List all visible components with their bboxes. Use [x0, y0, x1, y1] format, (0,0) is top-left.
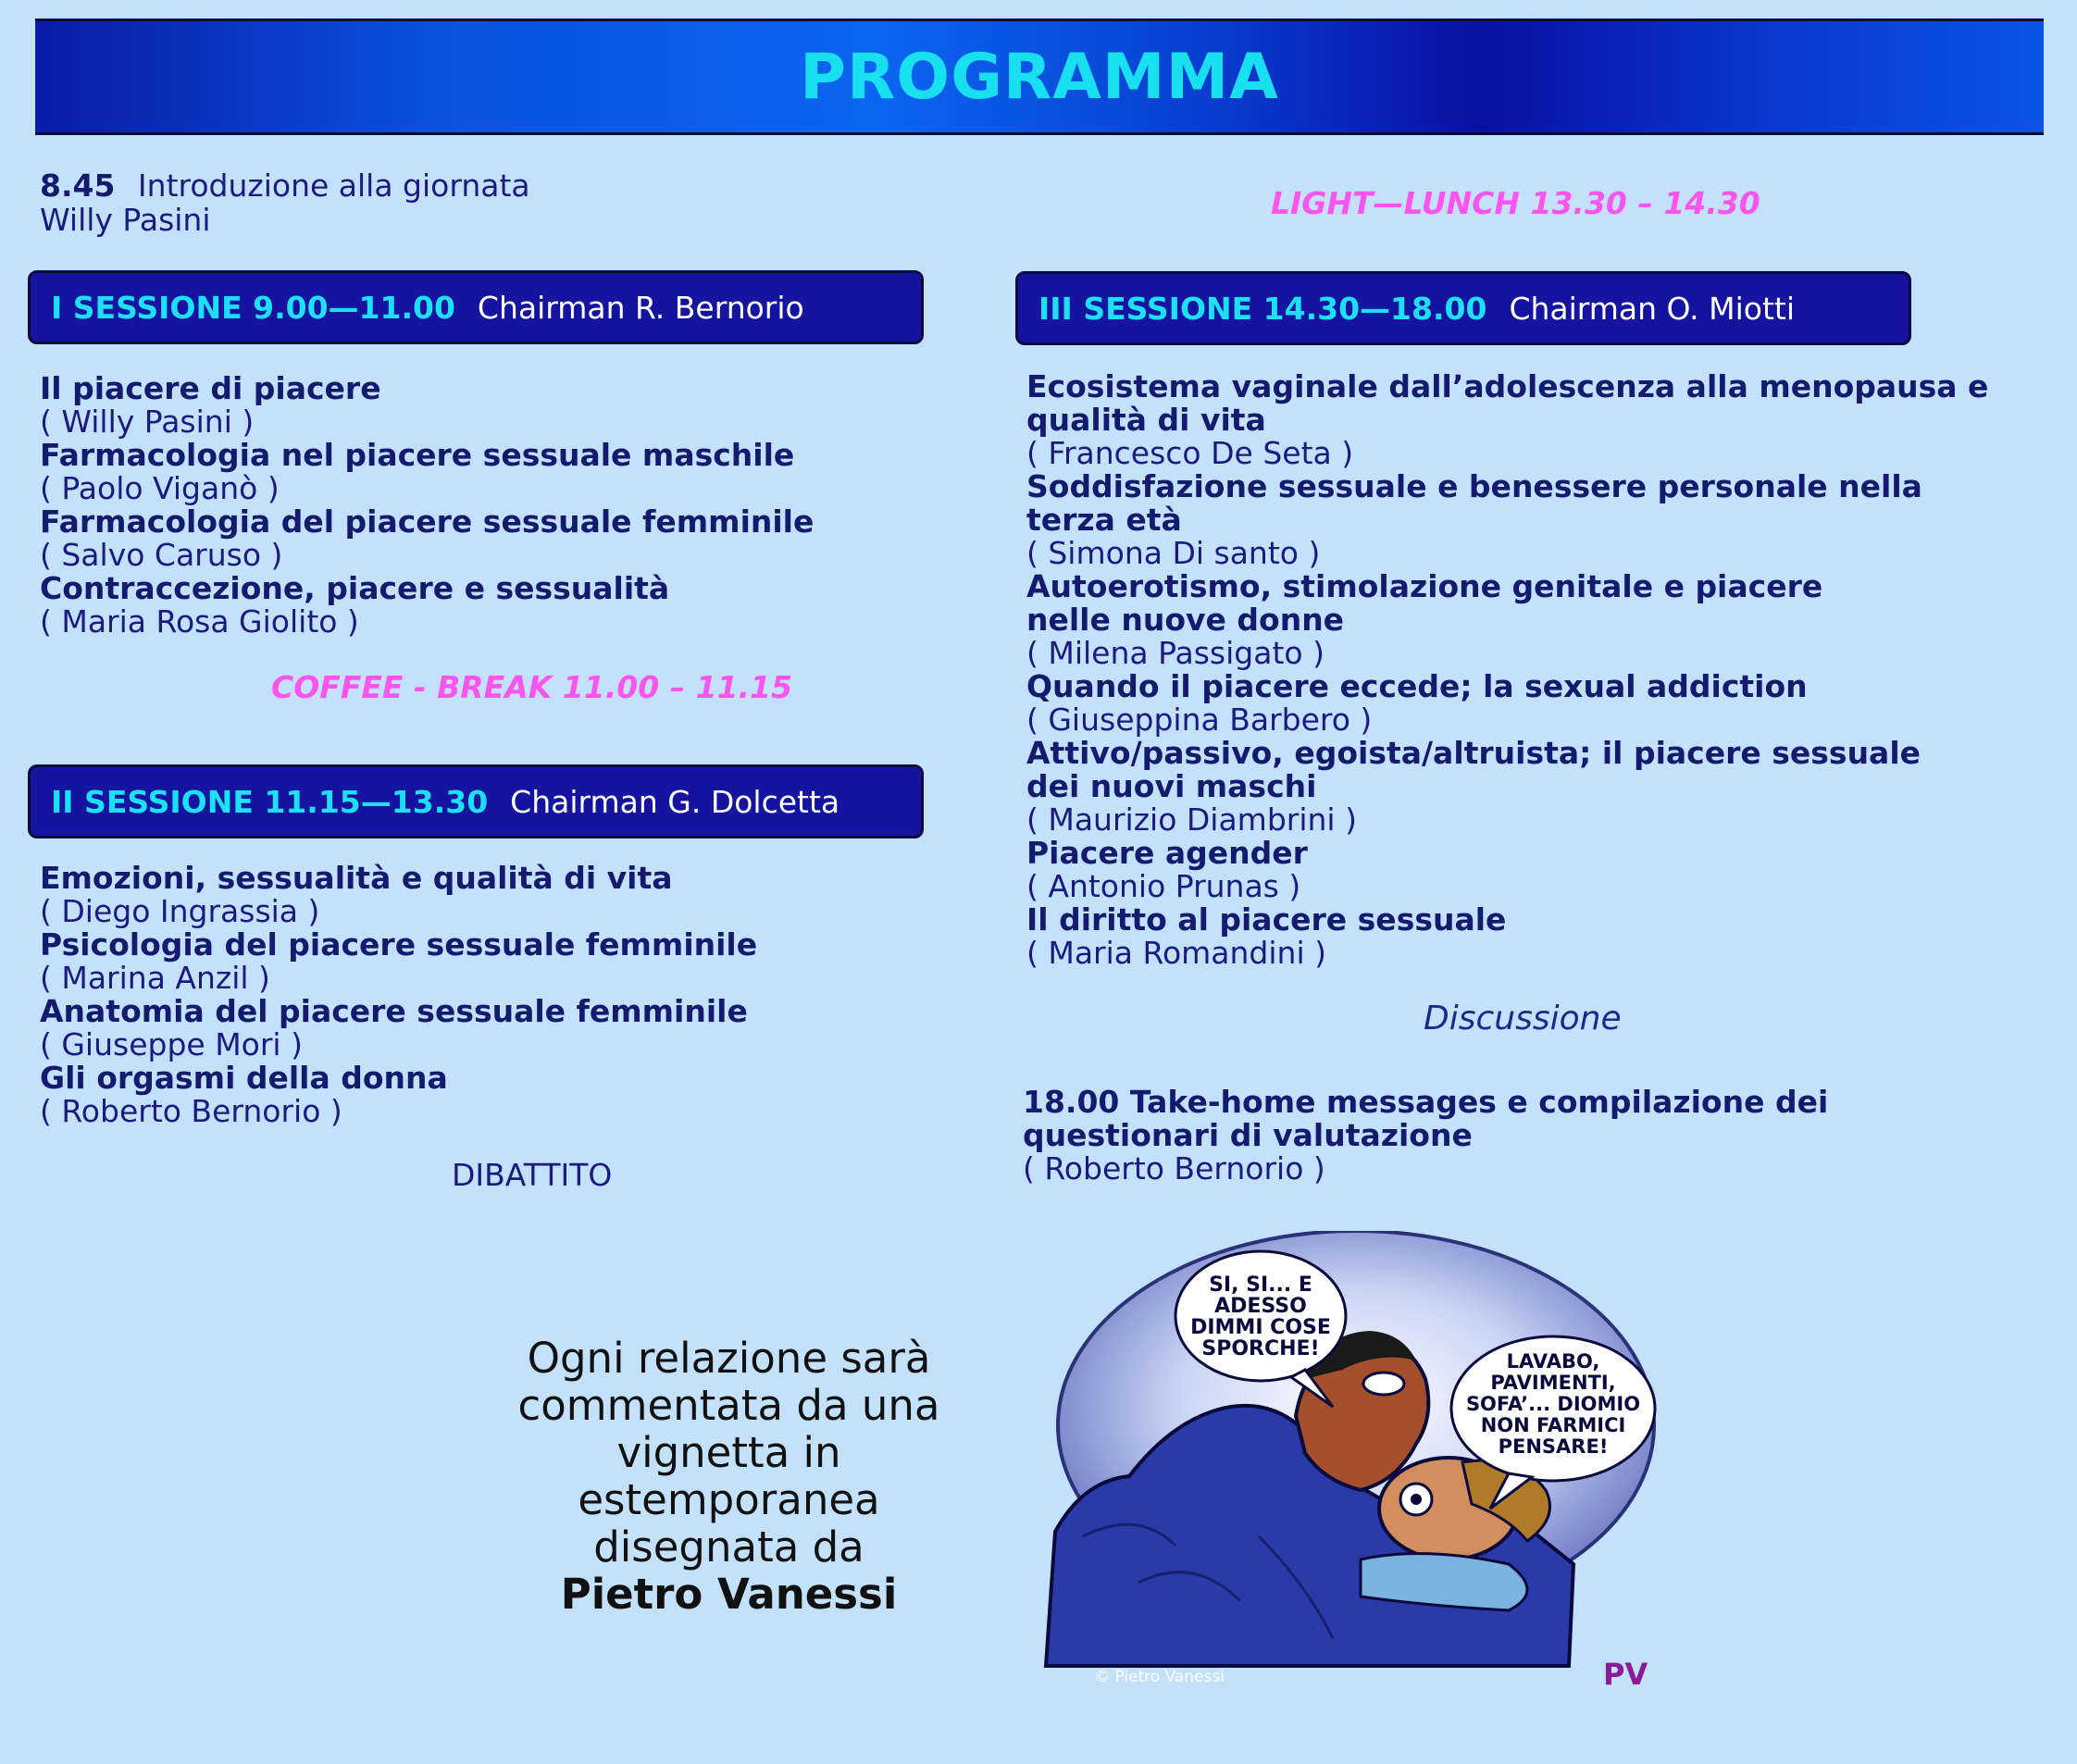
discussione-label: Discussione [1424, 1000, 1622, 1037]
talk-title: terza età [1026, 502, 1182, 538]
bubble-right-line: SOFA’... DIOMIO [1465, 1393, 1641, 1415]
session-1-chair: Chairman R. Bernorio [477, 289, 804, 326]
bubble-left-line: SPORCHE! [1201, 1337, 1320, 1360]
bubble-right-line: NON FARMICI [1480, 1414, 1626, 1436]
session-1-name: I SESSIONE 9.00—11.00 [51, 289, 455, 326]
note-author: Pietro Vanessi [560, 1570, 898, 1619]
talk-title: Gli orgasmi della donna [40, 1060, 448, 1096]
cartoon-drawing [1027, 1231, 1675, 1712]
talk-title: Ecosistema vaginale dall’adolescenza alla menopausa e [1026, 368, 1989, 404]
note-line: estemporanea [578, 1475, 880, 1524]
note-line: Ogni relazione sarà [527, 1334, 931, 1383]
talk-speaker: ( Paolo Viganò ) [40, 470, 280, 506]
talk-title: Autoerotismo, stimolazione genitale e piacere [1026, 568, 1823, 604]
take-home-speaker: ( Roberto Bernorio ) [1023, 1150, 1325, 1186]
talk-title: Anatomia del piacere sessuale femminile [40, 993, 748, 1029]
take-home-title: questionari di valutazione [1023, 1117, 1473, 1153]
talk-speaker: ( Francesco De Seta ) [1026, 435, 1354, 471]
session-2-header [28, 764, 924, 839]
bubble-left-line: DIMMI COSE [1190, 1316, 1331, 1339]
session-2-chair: Chairman G. Dolcetta [510, 783, 840, 820]
talk-speaker: ( Giuseppe Mori ) [40, 1026, 303, 1062]
talk-title: Quando il piacere eccede; la sexual addiction [1026, 668, 1808, 704]
vignette-note [463, 1335, 995, 1618]
take-home-title: 18.00 Take-home messages e compilazione dei [1023, 1084, 1829, 1120]
talk-speaker: ( Milena Passigato ) [1026, 635, 1325, 671]
talk-speaker: ( Willy Pasini ) [40, 404, 255, 440]
note-line: commentata da una [517, 1381, 940, 1430]
talk-speaker: ( Maria Rosa Giolito ) [40, 603, 359, 640]
session-3-header [1015, 271, 1911, 345]
coffee-break-label: COFFEE - BREAK 11.00 – 11.15 [271, 669, 793, 705]
talk-title: Farmacologia nel piacere sessuale maschile [40, 437, 795, 473]
talk-title: Psicologia del piacere sessuale femminile [40, 926, 758, 963]
talk-title: Il piacere di piacere [40, 370, 381, 406]
talk-title: Il diritto al piacere sessuale [1026, 901, 1507, 938]
take-home-block [1023, 1086, 1828, 1186]
bubble-right-line: LAVABO, [1506, 1350, 1600, 1373]
note-line: disegnata da [593, 1522, 864, 1571]
cartoon-illustration [1027, 1231, 1675, 1712]
talk-title: Farmacologia del piacere sessuale femminile [40, 503, 815, 540]
talk-speaker: ( Antonio Prunas ) [1026, 868, 1301, 904]
talk-speaker: ( Diego Ingrassia ) [40, 893, 320, 929]
session-3-talks [1026, 370, 1988, 970]
title-banner [35, 19, 2044, 135]
dibattito-label: DIBATTITO [452, 1157, 613, 1193]
talk-speaker: ( Marina Anzil ) [40, 960, 270, 996]
cartoon-copyright: © Pietro Vanessi [1094, 1668, 1225, 1686]
talk-title: Soddisfazione sessuale e benessere personale nella [1026, 468, 1922, 504]
talk-speaker: ( Maria Romandini ) [1026, 935, 1326, 971]
intro-line [40, 169, 530, 203]
session-3-name: III SESSIONE 14.30—18.00 [1038, 290, 1487, 327]
talk-speaker: ( Simona Di santo ) [1026, 535, 1321, 571]
talk-title: Piacere agender [1026, 835, 1308, 871]
light-lunch-label: LIGHT—LUNCH 13.30 – 14.30 [1271, 185, 1760, 221]
talk-title: dei nuovi maschi [1026, 768, 1317, 804]
talk-speaker: ( Giuseppina Barbero ) [1026, 702, 1373, 738]
session-3-chair: Chairman O. Miotti [1509, 290, 1796, 327]
talk-title: Emozioni, sessualità e qualità di vita [40, 860, 673, 896]
session-2-talks [40, 862, 757, 1128]
talk-title: Contraccezione, piacere e sessualità [40, 570, 670, 606]
talk-title: Attivo/passivo, egoista/altruista; il piacere sessuale [1026, 735, 1922, 771]
talk-speaker: ( Roberto Bernorio ) [40, 1093, 342, 1129]
talk-title: qualità di vita [1026, 402, 1266, 438]
bubble-right-line: PENSARE! [1498, 1435, 1609, 1458]
note-line: vignetta in [616, 1428, 841, 1477]
talk-title: nelle nuove donne [1026, 602, 1345, 638]
intro-label: Introduzione alla giornata [137, 168, 530, 204]
bubble-left-line: ADESSO [1214, 1295, 1307, 1318]
intro-time: 8.45 [40, 168, 116, 204]
session-2-name: II SESSIONE 11.15—13.30 [51, 783, 489, 820]
session-1-header [28, 270, 924, 344]
page-title: PROGRAMMA [800, 40, 1279, 114]
bubble-right-line: PAVIMENTI, [1490, 1372, 1616, 1394]
intro-speaker: Willy Pasini [40, 202, 211, 238]
cartoon-signature: PV [1603, 1657, 1648, 1692]
talk-speaker: ( Salvo Caruso ) [40, 537, 283, 573]
talk-speaker: ( Maurizio Diambrini ) [1026, 801, 1357, 838]
bubble-left-line: SI, SI... E [1209, 1273, 1312, 1297]
session-1-talks [40, 372, 814, 639]
